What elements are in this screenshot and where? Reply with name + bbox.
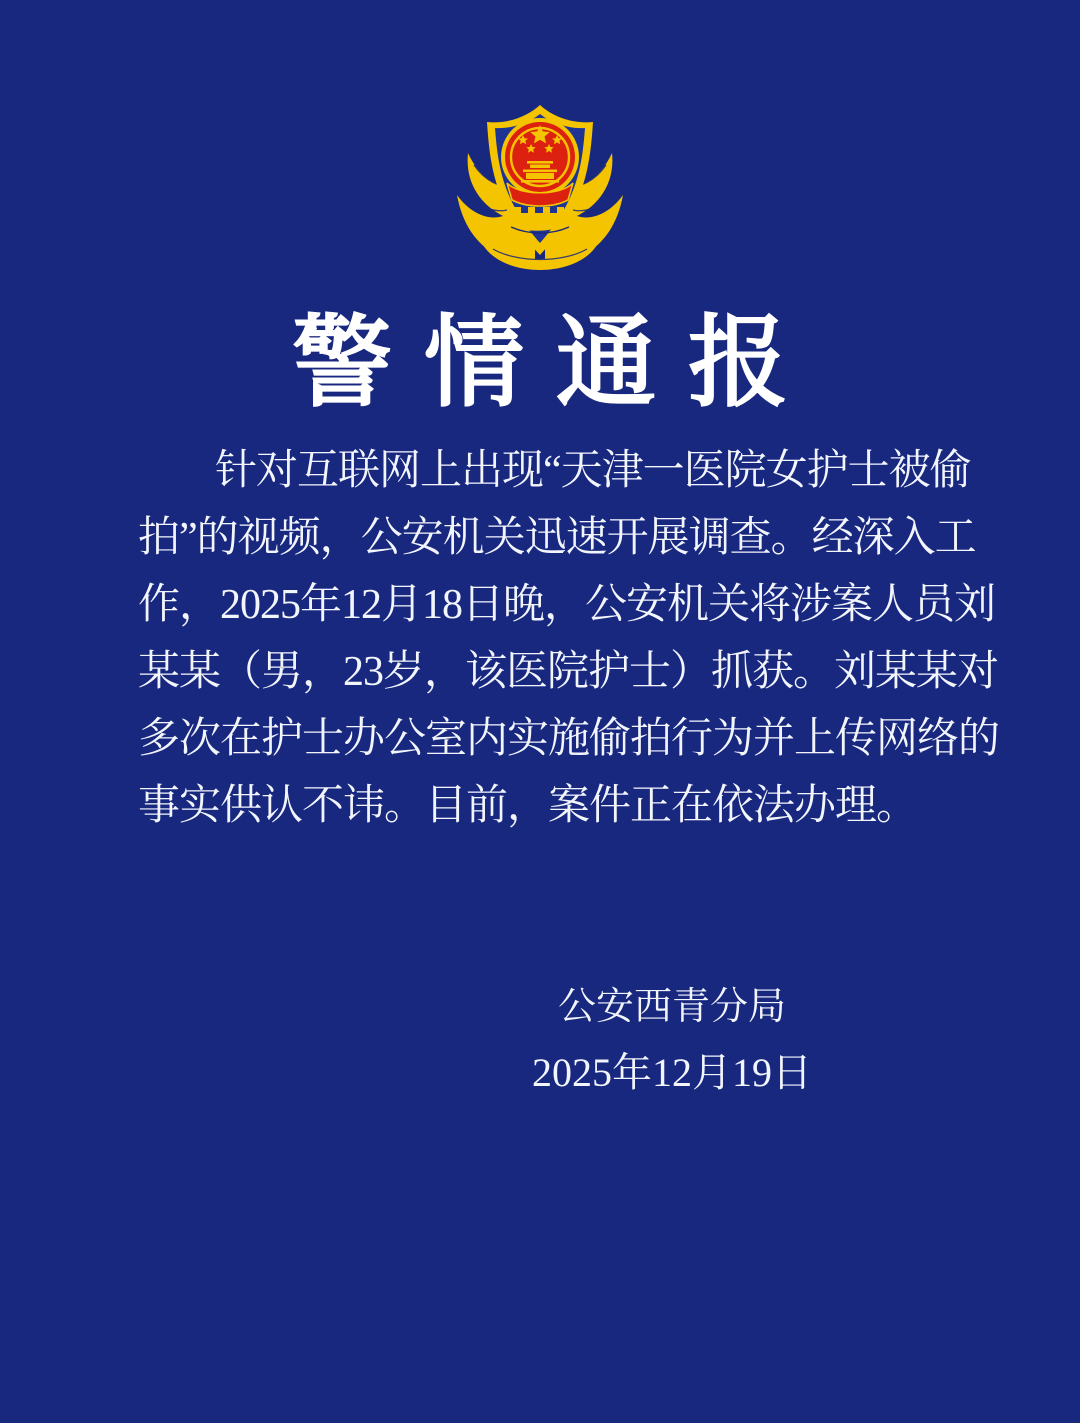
body-line: 作，2025年12月18日晚，公安机关将涉案人员刘 [138,582,996,628]
body-line: 事实供认不讳。目前，案件正在依法办理。 [138,783,918,829]
notice-title: 警情通报 [292,308,820,419]
signature-date: 2025年12月19日 [532,1050,812,1095]
body-line: 针对互联网上出现“天津一医院女护士被偷 [215,448,971,494]
police-badge-icon [455,95,625,270]
body-line: 多次在护士办公室内实施偷拍行为并上传网络的 [138,716,1000,762]
notice-body [138,438,1000,840]
signature-agency: 公安西青分局 [557,986,787,1028]
body-line: 某某（男，23岁，该医院护士）抓获。刘某某对 [138,649,999,695]
body-line: 拍”的视频，公安机关迅速开展调查。经深入工 [138,515,976,561]
